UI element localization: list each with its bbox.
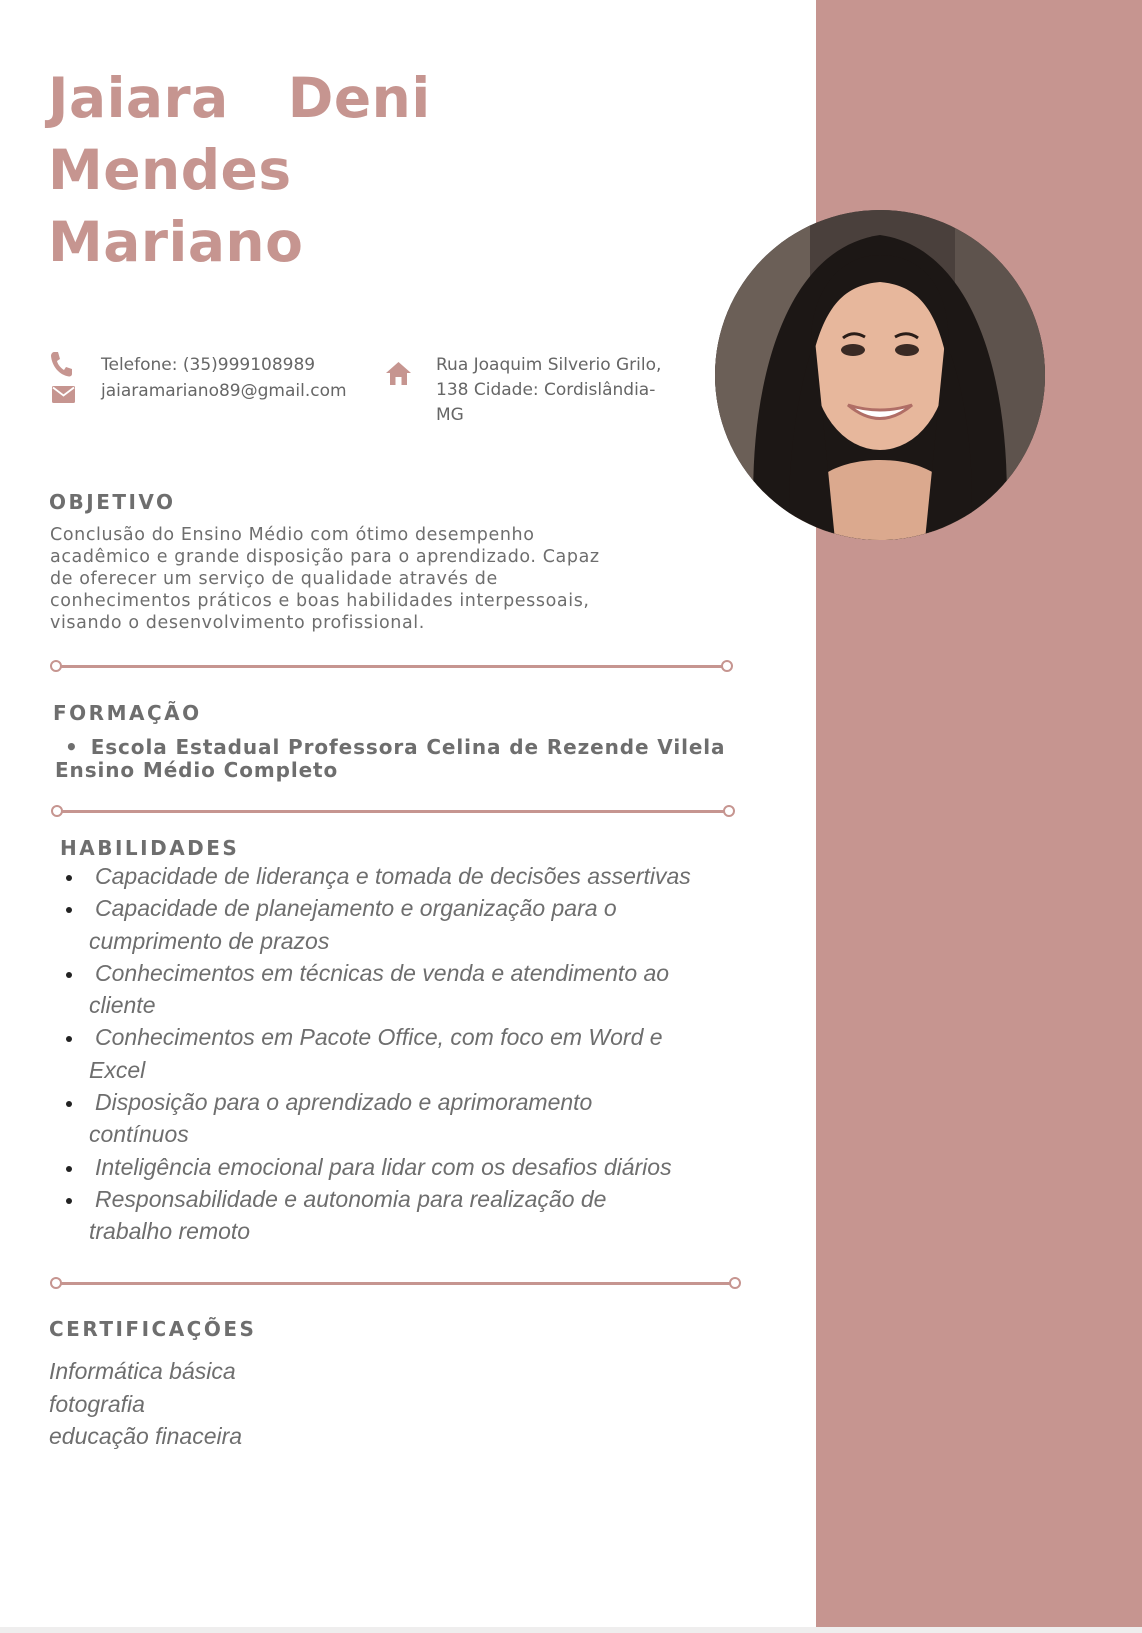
- skill-item: [66, 1021, 746, 1086]
- skill-text: Capacidade de planejamento e organização para o: [95, 895, 617, 922]
- skill-text-continuation: contínuos: [89, 1121, 189, 1148]
- skill-text: Capacidade de liderança e tomada de decisões assertivas: [95, 863, 691, 889]
- skills-heading: HABILIDADES: [60, 836, 240, 860]
- divider-dot: [729, 1277, 741, 1289]
- phone-text: Telefone: (35)999108989: [101, 355, 316, 375]
- objective-line: conhecimentos práticos e boas habilidades interpessoais,: [50, 591, 590, 611]
- divider-dot: [51, 805, 63, 817]
- skill-text-continuation: trabalho remoto: [89, 1218, 251, 1245]
- envelope-icon: [52, 386, 75, 407]
- skill-item: [66, 1086, 746, 1151]
- objective-line: Conclusão do Ensino Médio com ótimo desempenho: [50, 525, 535, 545]
- objective-line: de oferecer um serviço de qualidade através de: [50, 569, 498, 589]
- skill-text: Inteligência emocional para lidar com os desafios diários: [95, 1153, 672, 1180]
- bullet-icon: •: [65, 735, 79, 759]
- name-line: Mariano: [48, 210, 304, 274]
- address-line: 138 Cidade: Cordislândia-: [436, 380, 656, 400]
- objective-text: [50, 524, 650, 634]
- section-divider: [50, 659, 733, 673]
- skill-text-continuation: cliente: [89, 992, 156, 1019]
- skill-item: [66, 1151, 746, 1183]
- address-text: [436, 353, 661, 428]
- skill-text-continuation: Excel: [89, 1056, 146, 1083]
- skill-item: [66, 957, 746, 1022]
- skill-text: Conhecimentos em Pacote Office, com foco em Word e: [95, 1024, 663, 1051]
- home-icon: [385, 361, 412, 390]
- divider-line: [58, 810, 728, 813]
- divider-dot: [50, 660, 62, 672]
- profile-photo: [715, 210, 1045, 540]
- school-name: Escola Estadual Professora Celina de Rezende Vilela: [90, 735, 726, 759]
- divider-line: [57, 665, 726, 668]
- skills-list: [66, 860, 746, 1248]
- certification-item: educação finaceira: [49, 1423, 243, 1449]
- address-line: Rua Joaquim Silverio Grilo,: [436, 355, 662, 375]
- candidate-name: [48, 62, 431, 278]
- address-line: MG: [436, 405, 464, 425]
- certification-item: fotografia: [49, 1390, 145, 1417]
- name-line: Jaiara Deni: [48, 66, 431, 130]
- objective-heading: OBJETIVO: [49, 490, 176, 514]
- skill-text-continuation: cumprimento de prazos: [89, 927, 330, 954]
- skill-text: Conhecimentos em técnicas de venda e atendimento ao: [95, 959, 670, 986]
- name-line: Mendes: [48, 138, 292, 202]
- skill-text: Responsabilidade e autonomia para realização de: [95, 1185, 607, 1212]
- education-heading: FORMAÇÃO: [53, 701, 202, 725]
- skill-item: [66, 1183, 746, 1248]
- objective-line: acadêmico e grande disposição para o aprendizado. Capaz: [50, 547, 600, 567]
- certifications-heading: CERTIFICAÇÕES: [49, 1317, 257, 1341]
- education-school: [55, 735, 725, 759]
- certifications-list: [49, 1355, 242, 1453]
- phone-icon: [50, 351, 72, 381]
- divider-dot: [721, 660, 733, 672]
- skill-item: [66, 892, 746, 957]
- education-course: Ensino Médio Completo: [55, 758, 339, 782]
- section-divider: [50, 1276, 741, 1290]
- objective-line: visando o desenvolvimento profissional.: [50, 613, 425, 633]
- certification-item: Informática básica: [49, 1358, 236, 1384]
- section-divider: [51, 804, 735, 818]
- email-text: jaiaramariano89@gmail.com: [101, 381, 347, 401]
- page-bottom-edge: [0, 1627, 1142, 1633]
- skill-item: [66, 860, 746, 892]
- skill-text: Disposição para o aprendizado e aprimoramento: [95, 1089, 593, 1116]
- divider-dot: [50, 1277, 62, 1289]
- divider-dot: [723, 805, 735, 817]
- divider-line: [57, 1282, 734, 1285]
